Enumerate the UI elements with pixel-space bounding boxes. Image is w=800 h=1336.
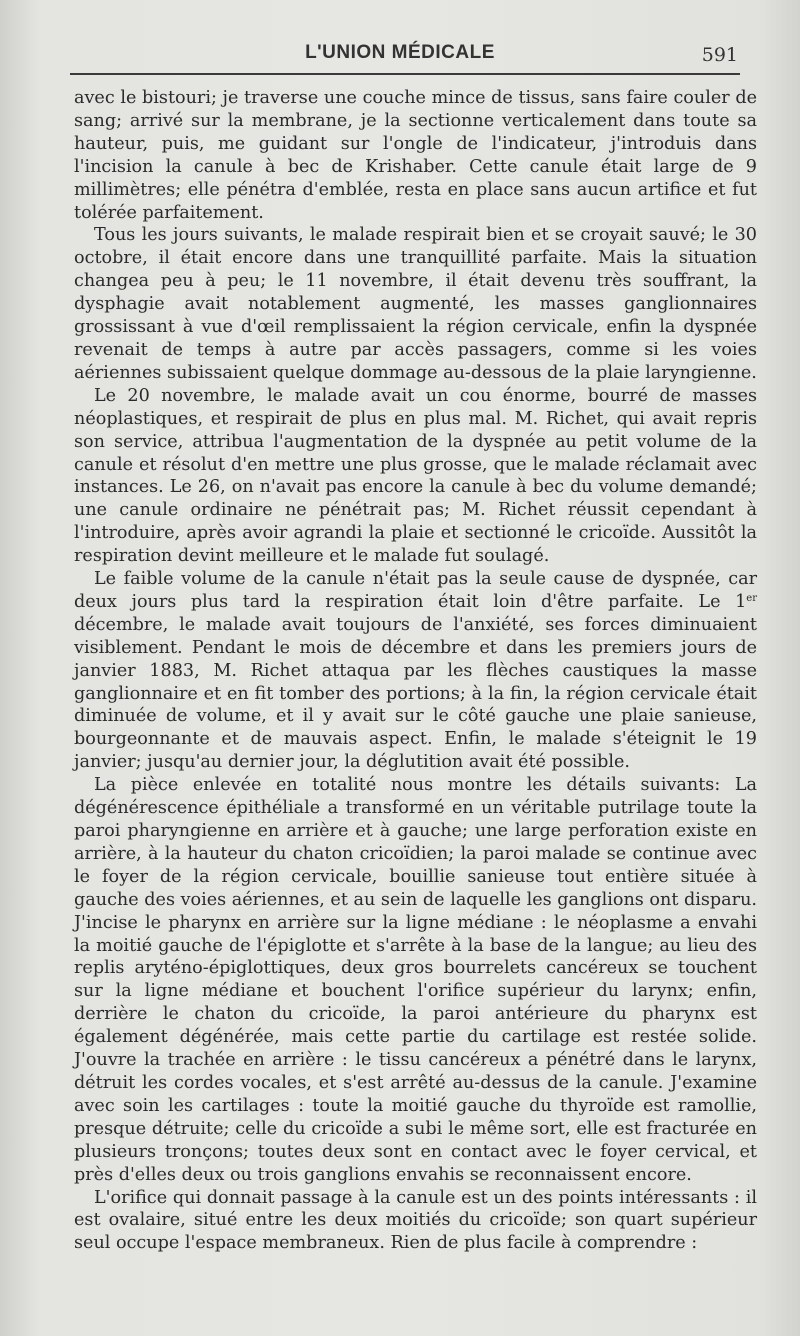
paragraph-text-end: décembre, le malade avait toujours de l'anxiété, ses forces diminuaient visiblement. Pendant le mois de décembre et dans les premiers jours de janvier 1883, M. Richet attaqua par les flèches caustiques la masse ganglionnaire et en fit tomber des portions; à la fin, la région cervicale était diminuée de volume, et il y avait sur le côté gauche une plaie sanieuse, bourgeonnante et de mauvais aspect. Enfin, le malade s'éteignit le 19 janvier; jusqu'au dernier jour, la déglutition avait été possible. (74, 614, 757, 773)
running-title: L'UNION MÉDICALE (305, 42, 495, 63)
paragraph: avec le bistouri; je traverse une couche mince de tissus, sans faire couler de sang; arrivé sur la membrane, je la sectionne verticalement dans toute sa hauteur, puis, me guidant sur l'ongle de l'indicateur, j'introduis dans l'incision la canule à bec de Krishaber. Cette canule était large de 9 millimètres; elle pénétra d'emblée, resta en place sans aucun artifice et fut tolérée parfaitement. (74, 88, 757, 223)
body-text (74, 87, 757, 1255)
paragraph-text-start: Le faible volume de la canule n'était pas la seule cause de dyspnée, car deux jours plus tard la respiration était loin d'être parfaite. Le 1 (74, 569, 757, 612)
ordinal-superscript: er (746, 592, 757, 604)
paragraph: L'orifice qui donnait passage à la canule est un des points intéressants : il est ovalaire, situé entre les deux moitiés du cricoïde; son quart supérieur seul occupe l'espace membraneux. Rien de plus facile à comprendre : (74, 1187, 757, 1254)
page-number: 591 (701, 44, 738, 66)
header-rule (70, 73, 740, 75)
paragraph (74, 568, 757, 774)
paragraph: Le 20 novembre, le malade avait un cou énorme, bourré de masses néoplastiques, et respirait de plus en plus mal. M. Richet, qui avait repris son service, attribua l'augmentation de la dyspnée au petit volume de la canule et résolut d'en mettre une plus grosse, que le malade réclamait avec instances. Le 26, on n'avait pas encore la canule à bec du volume demandé; une canule ordinaire ne pénétrait pas; M. Richet réussit cependant à l'introduire, après avoir agrandi la plaie et sectionné le cricoïde. Aussitôt la respiration devint meilleure et le malade fut soulagé. (74, 385, 757, 567)
page-header (0, 42, 800, 72)
paragraph: La pièce enlevée en totalité nous montre les détails suivants: La dégénérescence épithéliale a transformé en un véritable putrilage toute la paroi pharyngienne en arrière et à gauche; une large perforation existe en arrière, à la hauteur du chaton cricoïdien; la paroi malade se continue avec le foyer de la région cervicale, bouillie sanieuse tout entière située à gauche des voies aériennes, et au sein de laquelle les ganglions ont disparu. J'incise le pharynx en arrière sur la ligne médiane : le néoplasme a envahi la moitié gauche de l'épiglotte et s'arrête à la base de la langue; au lieu des replis aryténo-épiglottiques, deux gros bourrelets cancéreux se touchent sur la ligne médiane et bouchent l'orifice supérieur du larynx; enfin, derrière le chaton du cricoïde, la paroi antérieure du pharynx est également dégénérée, mais cette partie du cartilage est restée solide. J'ouvre la trachée en arrière : le tissu cancéreux a pénétré dans le larynx, détruit les cordes vocales, et s'est arrêté au-dessus de la canule. J'examine avec soin les cartilages : toute la moitié gauche du thyroïde est ramollie, presque détruite; celle du cricoïde a subi le même sort, elle est fracturée en plusieurs tronçons; toutes deux sont en contact avec le foyer cervical, et près d'elles deux ou trois ganglions envahis se reconnaissent encore. (74, 775, 757, 1185)
paragraph: Tous les jours suivants, le malade respirait bien et se croyait sauvé; le 30 octobre, il était encore dans une tranquillité parfaite. Mais la situation changea peu à peu; le 11 novembre, il était devenu très souffrant, la dysphagie avait notablement augmenté, les masses ganglionnaires grossissant à vue d'œil remplissaient la région cervicale, enfin la dyspnée revenait de temps à autre par accès passagers, comme si les voies aériennes subissaient quelque dommage au-dessous de la plaie laryngienne. (74, 225, 757, 383)
